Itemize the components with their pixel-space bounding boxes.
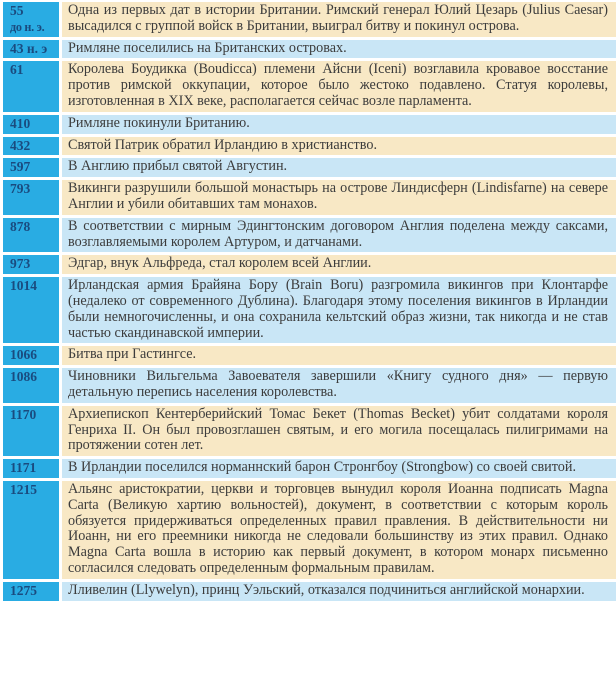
event-text: Римляне покинули Британию. <box>62 115 616 134</box>
table-row <box>3 2 616 37</box>
era-label: до н. э. <box>10 20 45 34</box>
event-text: В Англию прибыл святой Августин. <box>62 158 616 177</box>
table-row <box>3 218 616 253</box>
table-row <box>3 346 616 365</box>
year-cell <box>3 115 59 134</box>
year-cell <box>3 481 59 579</box>
year-cell <box>3 368 59 403</box>
year-label: 793 <box>10 181 31 197</box>
table-row <box>3 40 616 59</box>
table-row <box>3 180 616 215</box>
year-label: 1086 <box>10 369 37 385</box>
year-label: 43 н. э <box>10 40 48 56</box>
year-label: 1066 <box>10 347 37 363</box>
table-row <box>3 115 616 134</box>
year-label: 1014 <box>10 278 37 294</box>
table-row <box>3 459 616 478</box>
table-row <box>3 61 616 111</box>
event-text: В Ирландии поселился норманнский барон Стронгбоу (Strongbow) со своей свитой. <box>62 459 616 478</box>
event-text: Архиепископ Кентерберийский Томас Бекет (Thomas Becket) убит солдатами короля Генриха II. Он был провозглашен святым, и его могила посещалась пилигримами на протяжении сотен лет. <box>62 406 616 456</box>
year-label: 55 <box>10 3 24 18</box>
event-text: В соответствии с мирным Эдингтонским договором Англия поделена между саксами, возглавляемыми королем Артуром, и датчанами. <box>62 218 616 253</box>
year-label: 410 <box>10 115 31 131</box>
year-cell <box>3 406 59 456</box>
year-label: 597 <box>10 159 31 175</box>
event-text: Одна из первых дат в истории Британии. Римский генерал Юлий Цезарь (Julius Caesar) высадился с группой войск в Британии, выиграл битву и покинул острова. <box>62 2 616 37</box>
event-text: Римляне поселились на Британских островах. <box>62 40 616 59</box>
event-text: Чиновники Вильгельма Завоевателя завершили «Книгу судного дня» — первую детальную перепись населения королевства. <box>62 368 616 403</box>
year-label: 1170 <box>10 406 37 422</box>
year-cell <box>3 582 59 601</box>
year-cell <box>3 158 59 177</box>
table-row <box>3 255 616 274</box>
year-cell <box>3 459 59 478</box>
year-cell <box>3 40 59 59</box>
year-cell <box>3 346 59 365</box>
table-row <box>3 406 616 456</box>
table-row <box>3 158 616 177</box>
table-row <box>3 277 616 343</box>
table-row <box>3 582 616 601</box>
event-text: Битва при Гастингсе. <box>62 346 616 365</box>
year-label: 1275 <box>10 582 37 598</box>
table-row <box>3 481 616 579</box>
year-label: 432 <box>10 137 31 153</box>
event-text: Лливелин (Llywelyn), принц Уэльский, отказался подчиниться английской монархии. <box>62 582 616 601</box>
year-cell <box>3 2 59 37</box>
year-cell <box>3 218 59 253</box>
event-text: Альянс аристократии, церкви и торговцев вынудил короля Иоанна подписать Magna Carta (Великую хартию вольностей), документ, в соответствии с которым король обязуется придерживаться определенных правил правления. В действительности ни Иоанн, ни его преемники никогда не следовали большинству из этих правил. Однако Magna Carta вошла в историю как первый документ, в котором монарх письменно согласился следовать определенным формальным правилам. <box>62 481 616 579</box>
event-text: Королева Боудикка (Boudicca) племени Айсни (Iceni) возглавила кровавое восстание против римской оккупации, которое было жестоко подавлено. Статуя королевы, изготовленная в XIX веке, располагается сейчас возле парламента. <box>62 61 616 111</box>
year-cell <box>3 277 59 343</box>
event-text: Святой Патрик обратил Ирландию в христианство. <box>62 137 616 156</box>
year-cell <box>3 137 59 156</box>
year-label: 61 <box>10 62 24 78</box>
event-text: Ирландская армия Брайяна Бору (Brain Boru) разгромила викингов при Клонтарфе (недалеко от современного Дублина). Благодаря этому поселения викингов в Ирландии были немногочисленны, и она сохранила кельтский образ жизни, так никогда и не став частью скандинавской империи. <box>62 277 616 343</box>
table-row <box>3 137 616 156</box>
year-label: 1215 <box>10 481 37 497</box>
year-label: 973 <box>10 256 31 272</box>
year-cell <box>3 61 59 111</box>
year-label: 878 <box>10 218 31 234</box>
event-text: Эдгар, внук Альфреда, стал королем всей Англии. <box>62 255 616 274</box>
year-cell <box>3 180 59 215</box>
year-cell <box>3 255 59 274</box>
year-label: 1171 <box>10 460 37 476</box>
event-text: Викинги разрушили большой монастырь на острове Линдисферн (Lindisfarne) на севере Англии и убили обитавших там монахов. <box>62 180 616 215</box>
table-row <box>3 368 616 403</box>
